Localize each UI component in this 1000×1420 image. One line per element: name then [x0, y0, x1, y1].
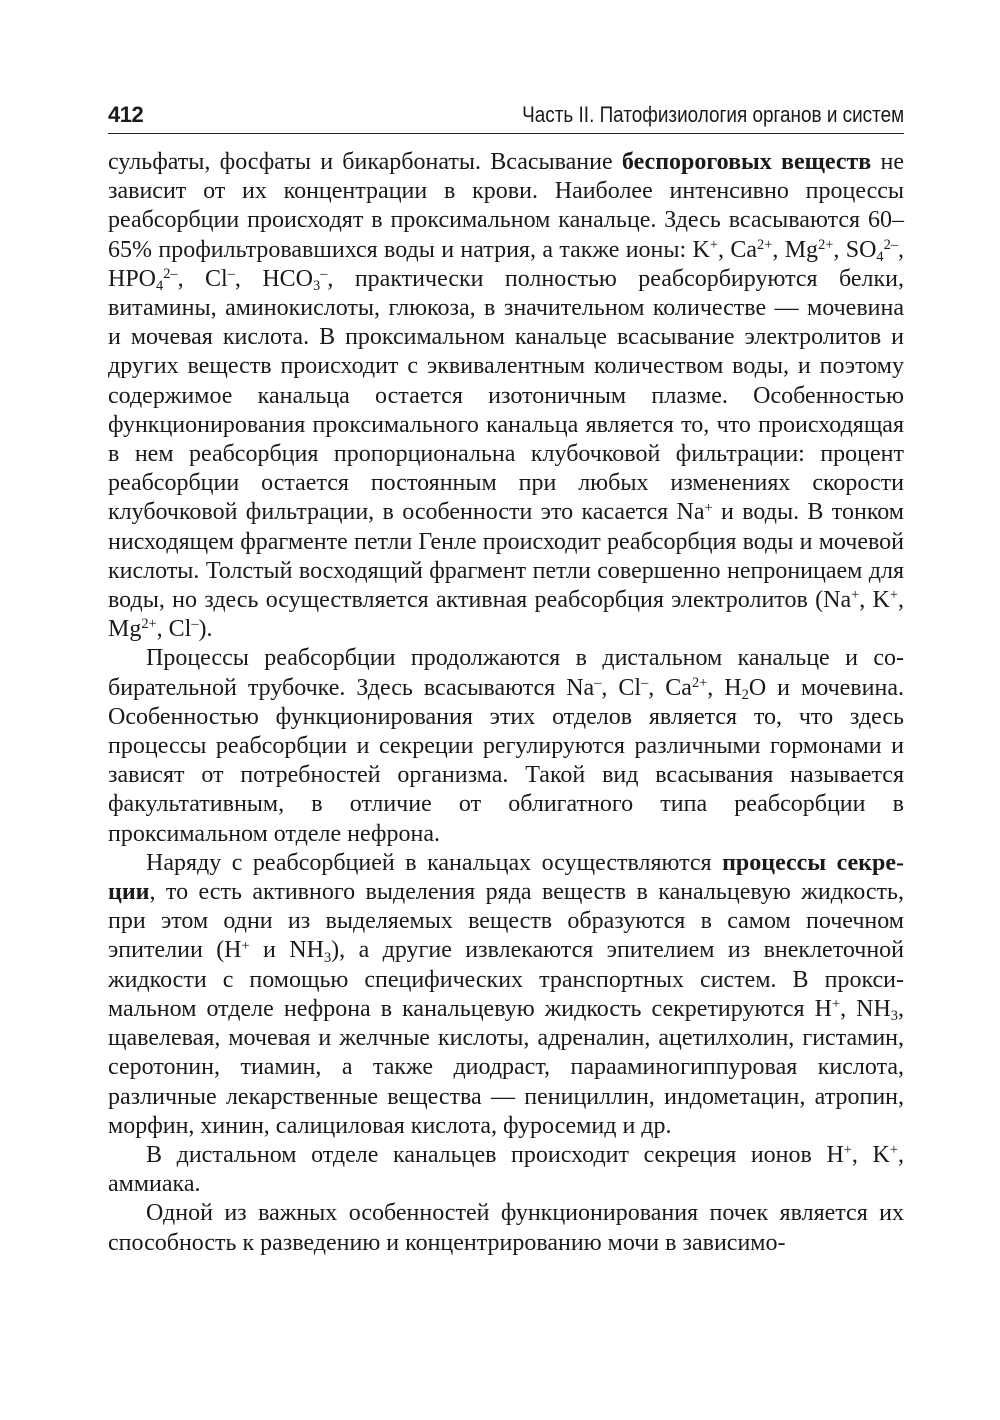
superscript: – [641, 674, 649, 691]
text-run: , Ca [718, 236, 758, 263]
text-run: , H [707, 674, 742, 701]
superscript: – [594, 674, 602, 691]
text-run: , Mg [772, 236, 819, 263]
text-run: , Cl [156, 616, 192, 643]
superscript: + [241, 937, 250, 954]
superscript: + [831, 995, 841, 1012]
paragraph [108, 1199, 904, 1257]
text-run: , аммиака. [108, 1141, 904, 1198]
paragraph [108, 644, 904, 848]
body-text [108, 148, 904, 1258]
paragraph [108, 1141, 904, 1199]
subscript: 3 [323, 949, 332, 966]
text-run: Процессы реабсорбции продолжаются в дистальном канальце и собирательной трубочке. Здесь всасываются Na [108, 645, 904, 701]
running-head [108, 98, 904, 134]
subscript: 3 [313, 278, 321, 295]
text-run: , HPO [108, 236, 905, 292]
subscript: 4 [876, 248, 884, 265]
text-run: В дистальном отделе канальцев происходит секреция ионов H [146, 1141, 844, 1168]
superscript: 2+ [141, 616, 157, 633]
text-run: , щавелевая, мочевая и желчные кислоты, адреналин, ацетилхолин, гистамин, серотонин, тиамин, а также диодраст, парааминогиппуровая кислота, различные лекарственные вещества — пенициллин, индометацин, атропин, морфин, хинин, салициловая кислота, фуросемид и др. [108, 995, 904, 1139]
paragraph [108, 849, 904, 1141]
text-run: ). [198, 616, 213, 643]
bold-term: беспороговых веществ [621, 149, 872, 175]
text-run: ), а другие извлекаются эпителием из внеклеточной жидкости с помощью специфических транспортных систем. В проксимальном отделе нефрона в канальцевую жидкость секретируются H [108, 937, 904, 1022]
superscript: – [191, 616, 199, 633]
text-run: , Ca [648, 674, 692, 701]
text-run: Одной из важных особенностей функционирования почек является их способность к разведению и концентрированию мочи в зависимо- [108, 1200, 904, 1256]
page-number: 412 [108, 102, 144, 127]
text-run: , SO [833, 236, 877, 263]
superscript: + [889, 1142, 898, 1158]
superscript: + [889, 587, 899, 604]
superscript: – [320, 265, 328, 282]
text-run: , K [859, 587, 890, 614]
section-title: Часть II. Патофизиология органов и систем [522, 102, 904, 127]
superscript: 2+ [691, 674, 708, 691]
superscript: + [851, 587, 860, 604]
text-run: O и мочевина. Особенностью функционирования этих отделов является то, что здесь процессы реабсорбции и секреции регулируются различными гормонами и зависят от потребностей организма. Такой вид всасывания называется факультативным, в отличие от облигатного типа реабсорбции в проксимальном отделе нефрона. [108, 674, 904, 847]
subscript: 3 [890, 1008, 898, 1025]
paragraph [108, 148, 904, 644]
text-run: Наряду с реабсорбцией в канальцах осуществляются [146, 849, 723, 876]
text-run: сульфаты, фосфаты и бикарбонаты. Всасывание [108, 149, 622, 175]
text-run: , K [851, 1141, 890, 1168]
superscript: – [227, 265, 235, 282]
superscript: + [843, 1142, 852, 1158]
superscript: 2– [163, 265, 178, 282]
superscript: 2+ [757, 236, 773, 253]
header-rule [108, 133, 904, 134]
superscript: 2+ [818, 236, 834, 253]
superscript: + [704, 499, 713, 516]
text-run: , NH [840, 995, 891, 1022]
text-run: и NH [249, 937, 324, 964]
text-run: , практически полностью реабсорбируются белки, витамины, аминокислоты, глюкоза, в значительном количестве — мочевина и мочевая кислота. В проксимальном канальце всасывание электролитов и других веществ происходит с эквивалентным количеством воды, и поэтому содержимое канальца остается изотоничным плазме. Особенностью функционирования проксимального канальца является то, что происходящая в нем реабсорбция пропорциональна клубочковой фильтрации: процент реабсорбции остается постоянным при любых изменениях скорости клубочковой фильтрации, в особенности это касается Na [108, 265, 904, 526]
bold-term: процессы секреции [108, 849, 904, 906]
subscript: 2 [741, 686, 749, 703]
superscript: 2– [883, 236, 899, 253]
text-run: , Cl [601, 674, 642, 701]
text-run: и воды. В тонком нисходящем фрагменте петли Генле происходит реабсорбция воды и мочевой кислоты. Толстый восходящий фрагмент петли совершенно непроницаем для воды, но здесь осуществляется активная реабсорбция электролитов (Na [108, 499, 904, 614]
text-run: , HCO [234, 265, 313, 292]
text-run: , то есть активного выделения ряда веществ в канальцевую жидкость, при этом одни из выделяемых веществ образуются в самом почечном эпителии (H [108, 879, 904, 964]
text-run: , Mg [108, 587, 905, 643]
text-run: , Cl [177, 265, 228, 292]
subscript: 4 [156, 278, 164, 295]
text-run: не зависит от их концентрации в крови. Наиболее интенсивно процессы реабсорбции происходят в проксимальном канальце. Здесь всасываются 60–65% профильтровавшихся воды и натрия, а также ионы: K [108, 149, 905, 263]
superscript: + [709, 236, 719, 253]
